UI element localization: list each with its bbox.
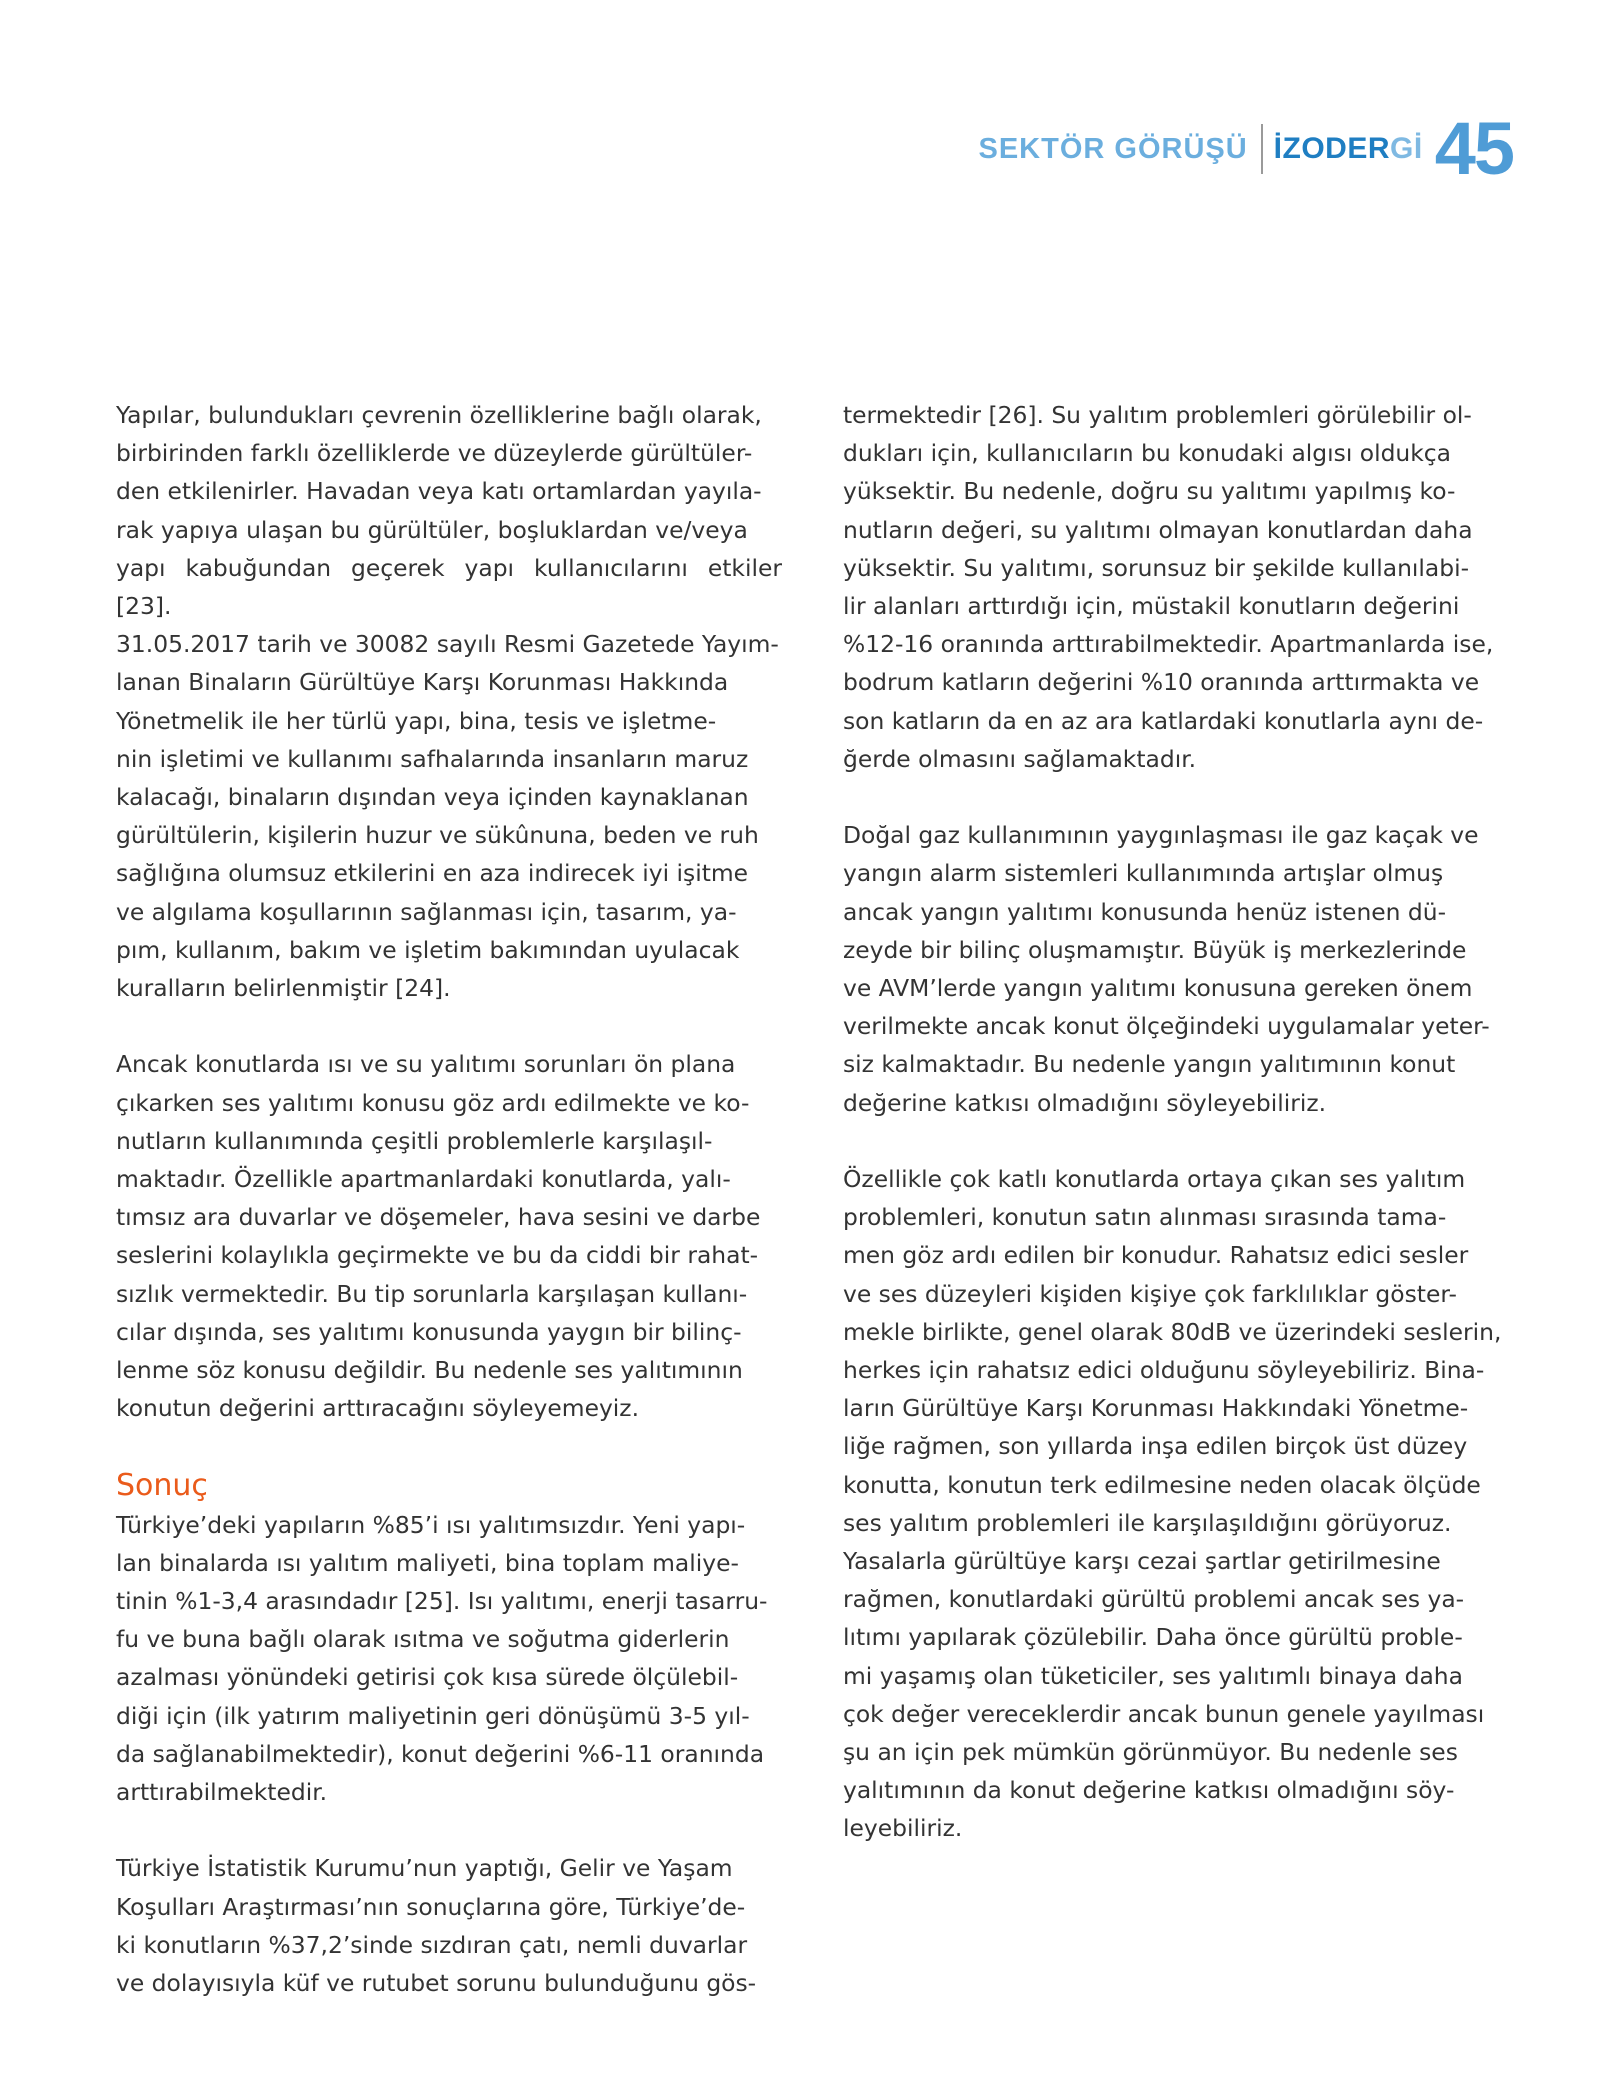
paragraph: Türkiye İstatistik Kurumu’nun yaptığı, Gelir ve Yaşam Koşulları Araştırması’nın sonuçlarına göre, Türkiye’de- ki konutların %37,2’sinde sızdıran çatı, nemli duvarlar ve dolayısıyla küf ve rutubet sorunu bulunduğunu gös- — [116, 1854, 757, 1998]
header-divider — [1261, 124, 1263, 174]
section-label: SEKTÖR GÖRÜŞÜ — [978, 132, 1248, 165]
magazine-logo-part1: İZODER — [1273, 132, 1391, 165]
right-column — [843, 396, 1509, 1848]
paragraph: Ancak konutlarda ısı ve su yalıtımı sorunları ön plana çıkarken ses yalıtımı konusu göz ardı edilmekte ve ko- nutların kullanımında çeşitli problemlerle karşılaşıl- maktadır. Özellikle apartmanlardaki konutlarda, yalı- tımsız ara duvarlar ve döşemeler, hava sesini ve darbe seslerini kolaylıkla geçirmekte ve bu da ciddi bir rahat- sızlık vermektedir. Bu tip sorunlarla karşılaşan kullanı- cılar dışında, ses yalıtımı konusunda yaygın bir bilinç- lenme söz konusu değildir. Bu nedenle ses yalıtımının konutun değerini arttıracağını söyleyemeyiz. — [116, 1050, 761, 1423]
page-number: 45 — [1434, 107, 1513, 190]
left-column — [116, 396, 782, 2002]
magazine-logo-part2: Gİ — [1390, 132, 1423, 165]
paragraph: Doğal gaz kullanımının yaygınlaşması ile gaz kaçak ve yangın alarm sistemleri kullanımında artışlar olmuş ancak yangın yalıtımı konusunda henüz istenen dü- zeyde bir bilinç oluşmamıştır. Büyük iş merkezlerinde ve AVM’lerde yangın yalıtımı konusuna gereken önem verilmekte ancak konut ölçeğindeki uygulamalar yeter- siz kalmaktadır. Bu nedenle yangın yalıtımının konut değerine katkısı olmadığını söyleyebiliriz. — [843, 821, 1490, 1117]
paragraph: Yapılar, bulundukları çevrenin özelliklerine bağlı olarak, birbirinden farklı özelliklerde ve düzeylerde gürültüler- den etkilenirler. Havadan veya katı ortamlardan yayıla- rak yapıya ulaşan bu gürültüler, boşluklardan ve/veya yapı kabuğundan geçerek yapı kullanıcılarını etkiler [23]. 31.05.2017 tarih ve 30082 sayılı Resmi Gazetede Yayım- lanan Binaların Gürültüye Karşı Korunması Hakkında Yönetmelik ile her türlü yapı, bina, tesis ve işletme- nin işletimi ve kullanımı safhalarında insanların maruz kalacağı, binaların dışından veya içinden kaynaklanan gürültülerin, kişilerin huzur ve sükûnuna, beden ve ruh sağlığına olumsuz etkilerini en aza indirecek iyi işitme ve algılama koşullarının sağlanması için, tasarım, ya- pım, kullanım, bakım ve işletim bakımından uyulacak kuralların belirlenmiştir [24]. — [116, 401, 782, 1003]
paragraph: Özellikle çok katlı konutlarda ortaya çıkan ses yalıtım problemleri, konutun satın alınması sırasında tama- men göz ardı edilen bir konudur. Rahatsız edici sesler ve ses düzeyleri kişiden kişiye çok farklılıklar göster- mekle birlikte, genel olarak 80dB ve üzerindeki seslerin, herkes için rahatsız edici olduğunu söyleyebiliriz. Bina- ların Gürültüye Karşı Korunması Hakkındaki Yönetme- liğe rağmen, son yıllarda inşa edilen birçok üst düzey konutta, konutun terk edilmesine neden olacak ölçüde ses yalıtım problemleri ile karşılaşıldığını görüyoruz. Yasalarla gürültüye karşı cezai şartlar getirilmesine rağmen, konutlardaki gürültü problemi ancak ses ya- lıtımı yapılarak çözülebilir. Daha önce gürültü proble- mi yaşamış olan tüketiciler, ses yalıtımlı binaya daha çok değer vereceklerdir ancak bunun genele yayılması şu an için pek mümkün görünmüyor. Bu nedenle ses yalıtımının da konut değerine katkısı olmadığını söy- leyebiliriz. — [843, 1165, 1502, 1843]
magazine-logo — [1274, 132, 1423, 166]
paragraph: Türkiye’deki yapıların %85’i ısı yalıtımsızdır. Yeni yapı- lan binalarda ısı yalıtım maliyeti, bina toplam maliye- tinin %1-3,4 arasındadır [25]. Isı yalıtımı, enerji tasarru- fu ve buna bağlı olarak ısıtma ve soğutma giderlerin azalması yönündeki getirisi çok kısa sürede ölçülebil- diği için (ilk yatırım maliyetinin geri dönüşümü 3-5 yıl- da sağlanabilmektedir), konut değerini %6-11 oranında arttırabilmektedir. — [116, 1510, 768, 1807]
paragraph: termektedir [26]. Su yalıtım problemleri görülebilir ol- dukları için, kullanıcıların bu konudaki algısı oldukça yüksektir. Bu nedenle, doğru su yalıtımı yapılmış ko- nutların değeri, su yalıtımı olmayan konutlardan daha yüksektir. Su yalıtımı, sorunsuz bir şekilde kullanılabi- lir alanları arttırdığı için, müstakil konutların değerini %12-16 oranında arttırabilmektedir. Apartmanlarda ise, bodrum katların değerini %10 oranında arttırmakta ve son katların da en az ara katlardaki konutlarla aynı de- ğerde olmasını sağlamaktadır. — [843, 401, 1494, 773]
section-heading: Sonuç — [116, 1467, 208, 1503]
page-header — [978, 107, 1513, 190]
